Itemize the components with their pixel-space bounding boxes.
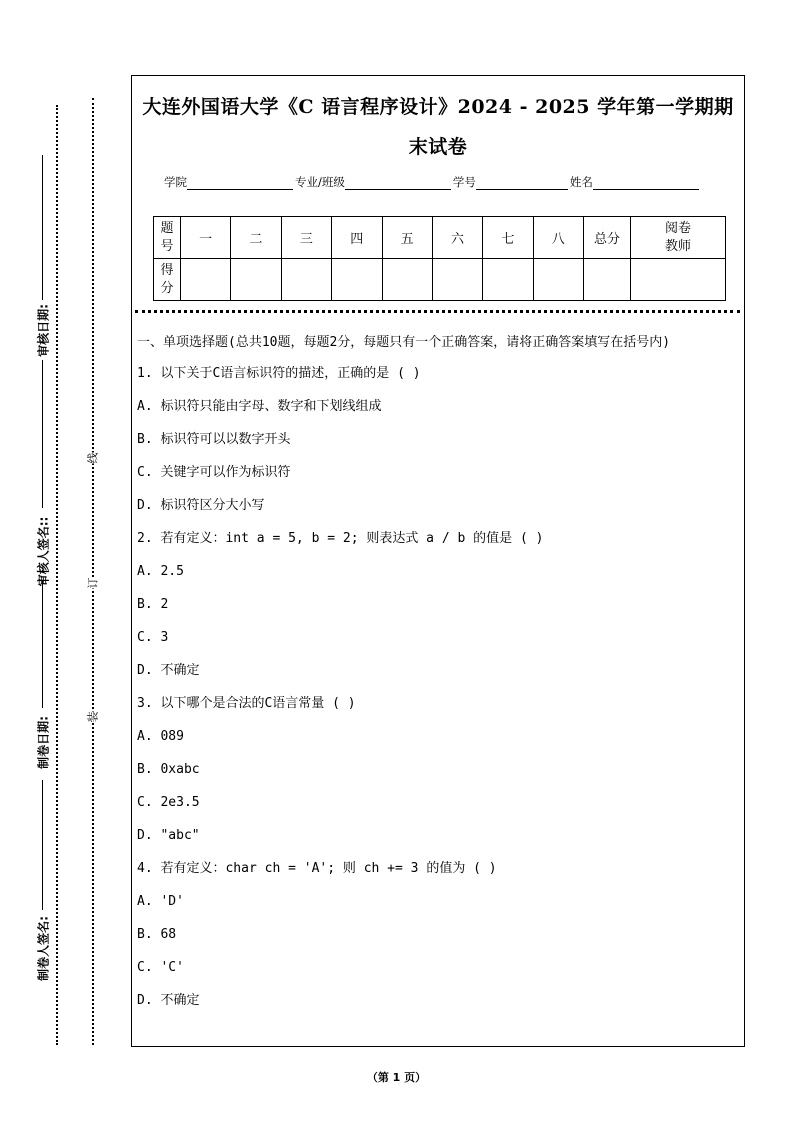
binding-char-ding: 订 (83, 578, 103, 589)
review-date-line (42, 155, 43, 300)
option-d: D. "abc" (137, 828, 200, 843)
major-blank[interactable] (345, 177, 451, 190)
col-5: 五 (382, 217, 432, 259)
reviewer-sign-line (42, 360, 43, 508)
col-3: 三 (281, 217, 331, 259)
option-a: A. 标识符只能由字母、数字和下划线组成 (137, 399, 382, 414)
option-a: A. 089 (137, 729, 184, 744)
maker-sign-line (42, 780, 43, 910)
score-cell-1[interactable] (181, 259, 231, 301)
option-c: C. 关键字可以作为标识符 (137, 465, 291, 480)
question-2 (137, 529, 739, 694)
option-c: C. 3 (137, 630, 169, 645)
name-label: 姓名 (569, 175, 593, 189)
col-1: 一 (181, 217, 231, 259)
score-table-score-row (154, 259, 726, 301)
student-id-label: 学号 (452, 175, 476, 189)
score-header: 得 分 (154, 259, 181, 301)
score-cell-5[interactable] (382, 259, 432, 301)
option-d: D. 标识符区分大小写 (137, 498, 265, 513)
student-id-blank[interactable] (476, 177, 568, 190)
question-stem: 4. 若有定义：char ch = 'A'; 则 ch += 3 的值为 ( ) (137, 861, 497, 876)
student-info-row (164, 174, 701, 190)
score-cell-6[interactable] (432, 259, 482, 301)
question-stem: 2. 若有定义：int a = 5, b = 2; 则表达式 a / b 的值是 ( ) (137, 531, 544, 546)
section-heading: 一、单项选择题(总共10题，每题2分，每题只有一个正确答案，请将正确答案填写在括号内) (137, 335, 671, 350)
option-b: B. 68 (137, 927, 177, 942)
score-cell-3[interactable] (281, 259, 331, 301)
maker-date-line (42, 580, 43, 708)
score-cell-total[interactable] (584, 259, 631, 301)
score-cell-8[interactable] (533, 259, 583, 301)
binding-char-xian: 线 (83, 453, 103, 464)
col-total: 总分 (584, 217, 631, 259)
college-blank[interactable] (187, 177, 293, 190)
question-4 (137, 859, 739, 1024)
exam-frame (131, 75, 745, 1047)
exam-content (137, 332, 739, 1024)
option-c: C. 'C' (137, 960, 184, 975)
col-6: 六 (432, 217, 482, 259)
page-number: （第 1 页） (366, 1071, 427, 1084)
option-b: B. 0xabc (137, 762, 200, 777)
header-separator (135, 310, 740, 313)
col-7: 七 (483, 217, 533, 259)
score-cell-4[interactable] (332, 259, 382, 301)
col-8: 八 (533, 217, 583, 259)
name-blank[interactable] (593, 177, 699, 190)
question-stem: 1. 以下关于C语言标识符的描述，正确的是 ( ) (137, 366, 421, 381)
college-label: 学院 (164, 175, 187, 189)
margin-dotted-line-outer (56, 105, 58, 1045)
score-cell-reviewer[interactable] (631, 259, 726, 301)
reviewer-sign-label: 审核人签名:: (36, 516, 51, 587)
score-table-header-row (154, 217, 726, 259)
question-3 (137, 694, 739, 859)
option-a: A. 'D' (137, 894, 184, 909)
option-a: A. 2.5 (137, 564, 184, 579)
question-stem: 3. 以下哪个是合法的C语言常量 ( ) (137, 696, 356, 711)
option-d: D. 不确定 (137, 993, 200, 1008)
question-1 (137, 364, 739, 529)
option-b: B. 2 (137, 597, 169, 612)
score-table (153, 216, 726, 301)
score-cell-7[interactable] (483, 259, 533, 301)
major-label: 专业/班级 (295, 175, 345, 189)
exam-title-line2: 末试卷 (408, 136, 468, 158)
option-b: B. 标识符可以以数字开头 (137, 432, 291, 447)
exam-title-line1: 大连外国语大学《C 语言程序设计》2024 - 2025 学年第一学期期 (142, 96, 734, 118)
question-number-header: 题 号 (154, 217, 181, 259)
col-reviewer: 阅卷 教师 (631, 217, 726, 259)
maker-sign-label: 制卷人签名: (36, 916, 51, 981)
review-date-label: 审核日期: (36, 304, 51, 357)
binding-dotted-line (92, 98, 94, 1045)
col-2: 二 (231, 217, 281, 259)
binding-char-zhuang: 装 (83, 712, 103, 723)
score-cell-2[interactable] (231, 259, 281, 301)
option-c: C. 2e3.5 (137, 795, 200, 810)
maker-date-label: 制卷日期: (36, 716, 51, 769)
col-4: 四 (332, 217, 382, 259)
option-d: D. 不确定 (137, 663, 200, 678)
